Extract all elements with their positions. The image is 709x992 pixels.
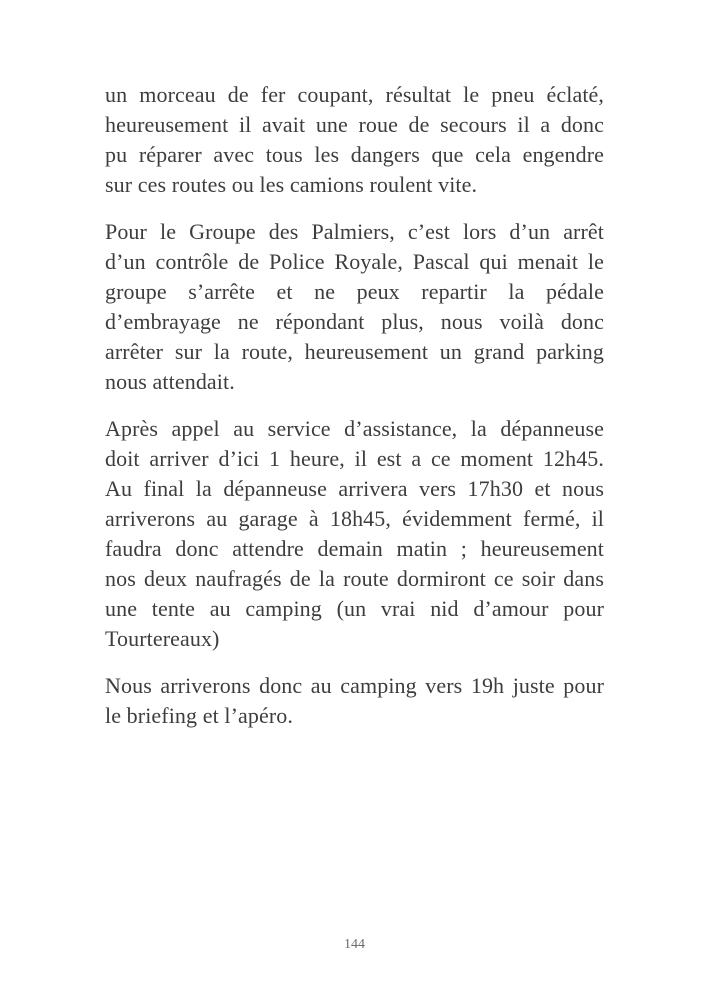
paragraph [105,217,604,397]
text-line: Après appel au service d’assistance, la dépanneuse [105,416,604,441]
page-text [105,80,604,748]
text-line: nos deux naufragés de la route dormiront ce soir dans [105,566,604,591]
paragraph [105,80,604,200]
paragraph [105,414,604,654]
text-line: un morceau de fer coupant, résultat le pneu éclaté, [105,82,604,107]
page-number: 144 [344,937,365,952]
text-line: Pour le Groupe des Palmiers, c’est lors d’un arrêt [105,219,604,244]
text-line: doit arriver d’ici 1 heure, il est a ce moment 12h45. [105,446,604,471]
text-line: arrêter sur la route, heureusement un grand parking [105,339,604,364]
text-line: d’embrayage ne répondant plus, nous voilà donc [105,309,604,334]
text-line: Au final la dépanneuse arrivera vers 17h30 et nous [105,476,604,501]
text-line: Tourtereaux) [105,626,220,651]
text-line: heureusement il avait une roue de secours il a donc [105,112,604,137]
text-line: d’un contrôle de Police Royale, Pascal qui menait le [105,249,604,274]
text-line: faudra donc attendre demain matin ; heureusement [105,536,604,561]
text-line: sur ces routes ou les camions roulent vite. [105,172,478,197]
text-line: le briefing et l’apéro. [105,703,293,728]
text-line: Nous arriverons donc au camping vers 19h juste pour [105,673,604,698]
text-line: groupe s’arrête et ne peux repartir la pédale [105,279,604,304]
text-line: nous attendait. [105,369,235,394]
text-line: pu réparer avec tous les dangers que cela engendre [105,142,604,167]
text-line: une tente au camping (un vrai nid d’amour pour [105,596,604,621]
paragraph [105,671,604,731]
text-line: arriverons au garage à 18h45, évidemment fermé, il [105,506,604,531]
